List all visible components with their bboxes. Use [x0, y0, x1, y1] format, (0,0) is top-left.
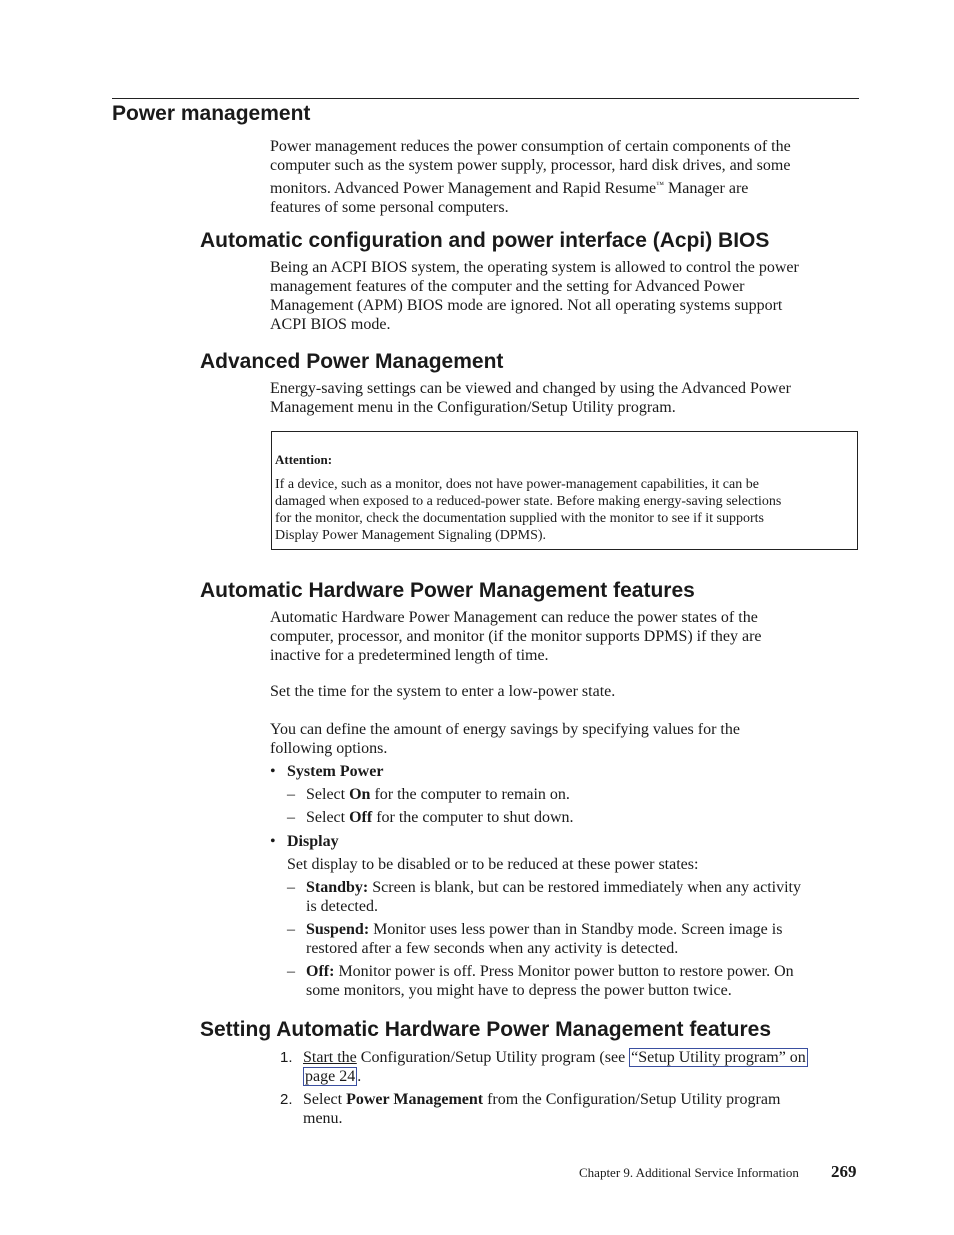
step-text: from the Configuration/Setup Utility program — [483, 1091, 781, 1108]
body-line: ACPI BIOS mode. — [270, 316, 391, 333]
step-line — [303, 1067, 863, 1086]
step-1 — [303, 1048, 863, 1086]
option-display: Display — [287, 833, 339, 850]
system-power-off-item — [306, 808, 574, 827]
item-line: is detected. — [306, 898, 378, 915]
bullet-icon: • — [270, 833, 276, 850]
body-text: Manager are — [663, 180, 749, 197]
body-line: Being an ACPI BIOS system, the operating system is allowed to control the power — [270, 259, 799, 276]
apm-body — [270, 379, 860, 417]
item-line: restored after a few seconds when any activity is detected. — [306, 940, 679, 957]
ahpm-paragraph-1 — [270, 608, 860, 665]
trademark-symbol: ™ — [656, 180, 664, 189]
step-bold: Power Management — [346, 1091, 484, 1108]
step-line: menu. — [303, 1110, 343, 1127]
body-line: Management (APM) BIOS mode are ignored. Not all operating systems support — [270, 297, 783, 314]
attention-line: Display Power Management Signaling (DPMS). — [275, 528, 547, 543]
attention-notice — [271, 431, 858, 550]
item-bold: On — [349, 786, 371, 803]
footer-page-number: 269 — [831, 1162, 857, 1181]
body-line: You can define the amount of energy savings by specifying values for the — [270, 721, 740, 738]
body-text: monitors. Advanced Power Management and Rapid Resume — [270, 180, 657, 197]
step-2 — [303, 1090, 863, 1128]
step-line — [303, 1048, 863, 1067]
body-line: inactive for a predetermined length of time. — [270, 647, 549, 664]
step-text: Select — [303, 1091, 347, 1108]
section-title-acpi: Automatic configuration and power interface (Acpi) BIOS — [200, 229, 770, 252]
item-text: Select — [306, 786, 350, 803]
body-line: features of some personal computers. — [270, 199, 509, 216]
item-text: Screen is blank, but can be restored immediately when any activity — [368, 879, 801, 896]
power-management-body — [270, 137, 860, 217]
item-line: some monitors, you might have to depress the power button twice. — [306, 982, 732, 999]
item-bold: Suspend: — [306, 921, 370, 938]
start-the-text: Start the — [303, 1049, 357, 1066]
option-system-power: System Power — [287, 763, 384, 780]
section-title-apm: Advanced Power Management — [200, 350, 504, 373]
step-line — [303, 1090, 863, 1109]
item-text: Select — [306, 809, 350, 826]
step-number: 1. — [280, 1049, 293, 1066]
item-bold: Standby: — [306, 879, 369, 896]
dash-icon: – — [287, 786, 295, 803]
item-text: Monitor uses less power than in Standby mode. Screen image is — [369, 921, 783, 938]
item-line — [306, 920, 861, 939]
body-line: computer such as the system power supply, processor, hard disk drives, and some — [270, 157, 791, 174]
acpi-body — [270, 258, 860, 334]
dash-icon: – — [287, 809, 295, 826]
ahpm-paragraph-3 — [270, 720, 860, 758]
bullet-icon: • — [270, 763, 276, 780]
dash-icon: – — [287, 963, 295, 980]
step-text: Configuration/Setup Utility program (see — [356, 1049, 630, 1066]
attention-line: for the monitor, check the documentation supplied with the monitor to see if it supports — [275, 511, 764, 526]
attention-text — [275, 476, 855, 544]
body-line: Power management reduces the power consumption of certain components of the — [270, 138, 791, 155]
dash-icon: – — [287, 921, 295, 938]
item-bold: Off: — [306, 963, 335, 980]
body-line — [270, 175, 860, 198]
top-rule — [112, 98, 859, 99]
section-title-power-management: Power management — [112, 102, 311, 125]
page-24-link[interactable]: page 24 — [305, 1068, 356, 1085]
dash-icon: – — [287, 879, 295, 896]
attention-title: Attention: — [275, 452, 333, 467]
body-line: Automatic Hardware Power Management can reduce the power states of the — [270, 609, 758, 626]
display-off-item — [306, 962, 861, 1000]
item-line — [306, 962, 861, 981]
body-line: following options. — [270, 740, 388, 757]
item-bold: Off — [349, 809, 373, 826]
footer-chapter: Chapter 9. Additional Service Information — [579, 1165, 799, 1180]
step-text: . — [357, 1068, 362, 1085]
setup-utility-link[interactable]: “Setup Utility program” on — [631, 1049, 806, 1066]
section-title-ahpm: Automatic Hardware Power Management features — [200, 579, 695, 602]
display-suspend-item — [306, 920, 861, 958]
display-intro: Set display to be disabled or to be reduced at these power states: — [287, 856, 699, 873]
body-line: Management menu in the Configuration/Setup Utility program. — [270, 399, 676, 416]
body-line: Energy-saving settings can be viewed and changed by using the Advanced Power — [270, 380, 791, 397]
ahpm-paragraph-2 — [270, 682, 615, 701]
attention-line: If a device, such as a monitor, does not have power-management capabilities, it can be — [275, 477, 759, 492]
section-title-setting: Setting Automatic Hardware Power Management features — [200, 1018, 772, 1041]
attention-line: damaged when exposed to a reduced-power state. Before making energy-saving selections — [275, 494, 782, 509]
item-text: Monitor power is off. Press Monitor power button to restore power. On — [334, 963, 794, 980]
step-number: 2. — [280, 1091, 293, 1108]
body-line: management features of the computer and the setting for Advanced Power — [270, 278, 745, 295]
system-power-on-item — [306, 785, 570, 804]
display-standby-item — [306, 878, 861, 916]
item-line — [306, 878, 861, 897]
body-line: Set the time for the system to enter a low-power state. — [270, 683, 616, 700]
item-text: for the computer to shut down. — [372, 809, 574, 826]
item-text: for the computer to remain on. — [370, 786, 570, 803]
body-line: computer, processor, and monitor (if the monitor supports DPMS) if they are — [270, 628, 762, 645]
